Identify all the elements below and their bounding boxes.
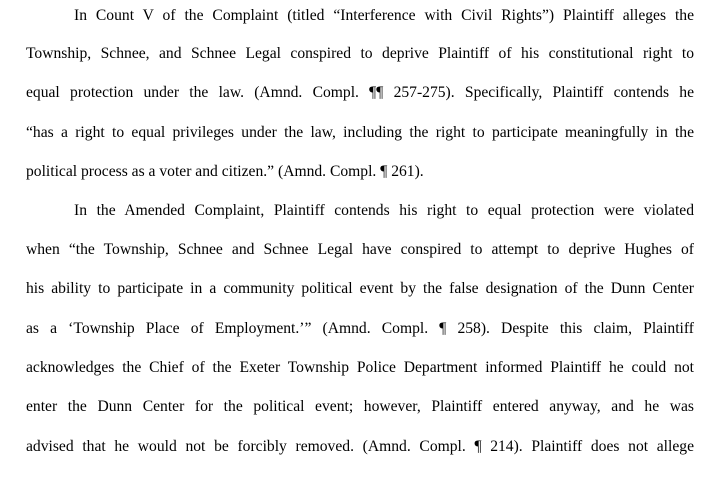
text-line: In Count V of the Complaint (titled “Interference with Civil Rights”) Plaintiff alleges the: [74, 7, 694, 24]
text-line: his ability to participate in a community political event by the false designation of the Dunn Center: [26, 280, 694, 297]
text-line: equal protection under the law. (Amnd. Compl. ¶¶ 257-275). Specifically, Plaintiff contends he: [26, 84, 694, 101]
text-line: when “the Township, Schnee and Schnee Legal have conspired to attempt to deprive Hughes of: [26, 241, 694, 258]
text-line: “has a right to equal privileges under the law, including the right to participate meaningfully in the: [26, 124, 694, 141]
text-line: In the Amended Complaint, Plaintiff contends his right to equal protection were violated: [74, 202, 694, 219]
text-line: acknowledges the Chief of the Exeter Township Police Department informed Plaintiff he could not: [26, 359, 694, 376]
text-line: political process as a voter and citizen.” (Amnd. Compl. ¶ 261).: [26, 163, 424, 180]
text-line: as a ‘Township Place of Employment.’” (Amnd. Compl. ¶ 258). Despite this claim, Plaintiff: [26, 320, 694, 337]
text-line: Township, Schnee, and Schnee Legal conspired to deprive Plaintiff of his constitutional right to: [26, 45, 694, 62]
text-line: enter the Dunn Center for the political event; however, Plaintiff entered anyway, and he was: [26, 398, 694, 415]
text-line: advised that he would not be forcibly removed. (Amnd. Compl. ¶ 214). Plaintiff does not allege: [26, 438, 694, 455]
